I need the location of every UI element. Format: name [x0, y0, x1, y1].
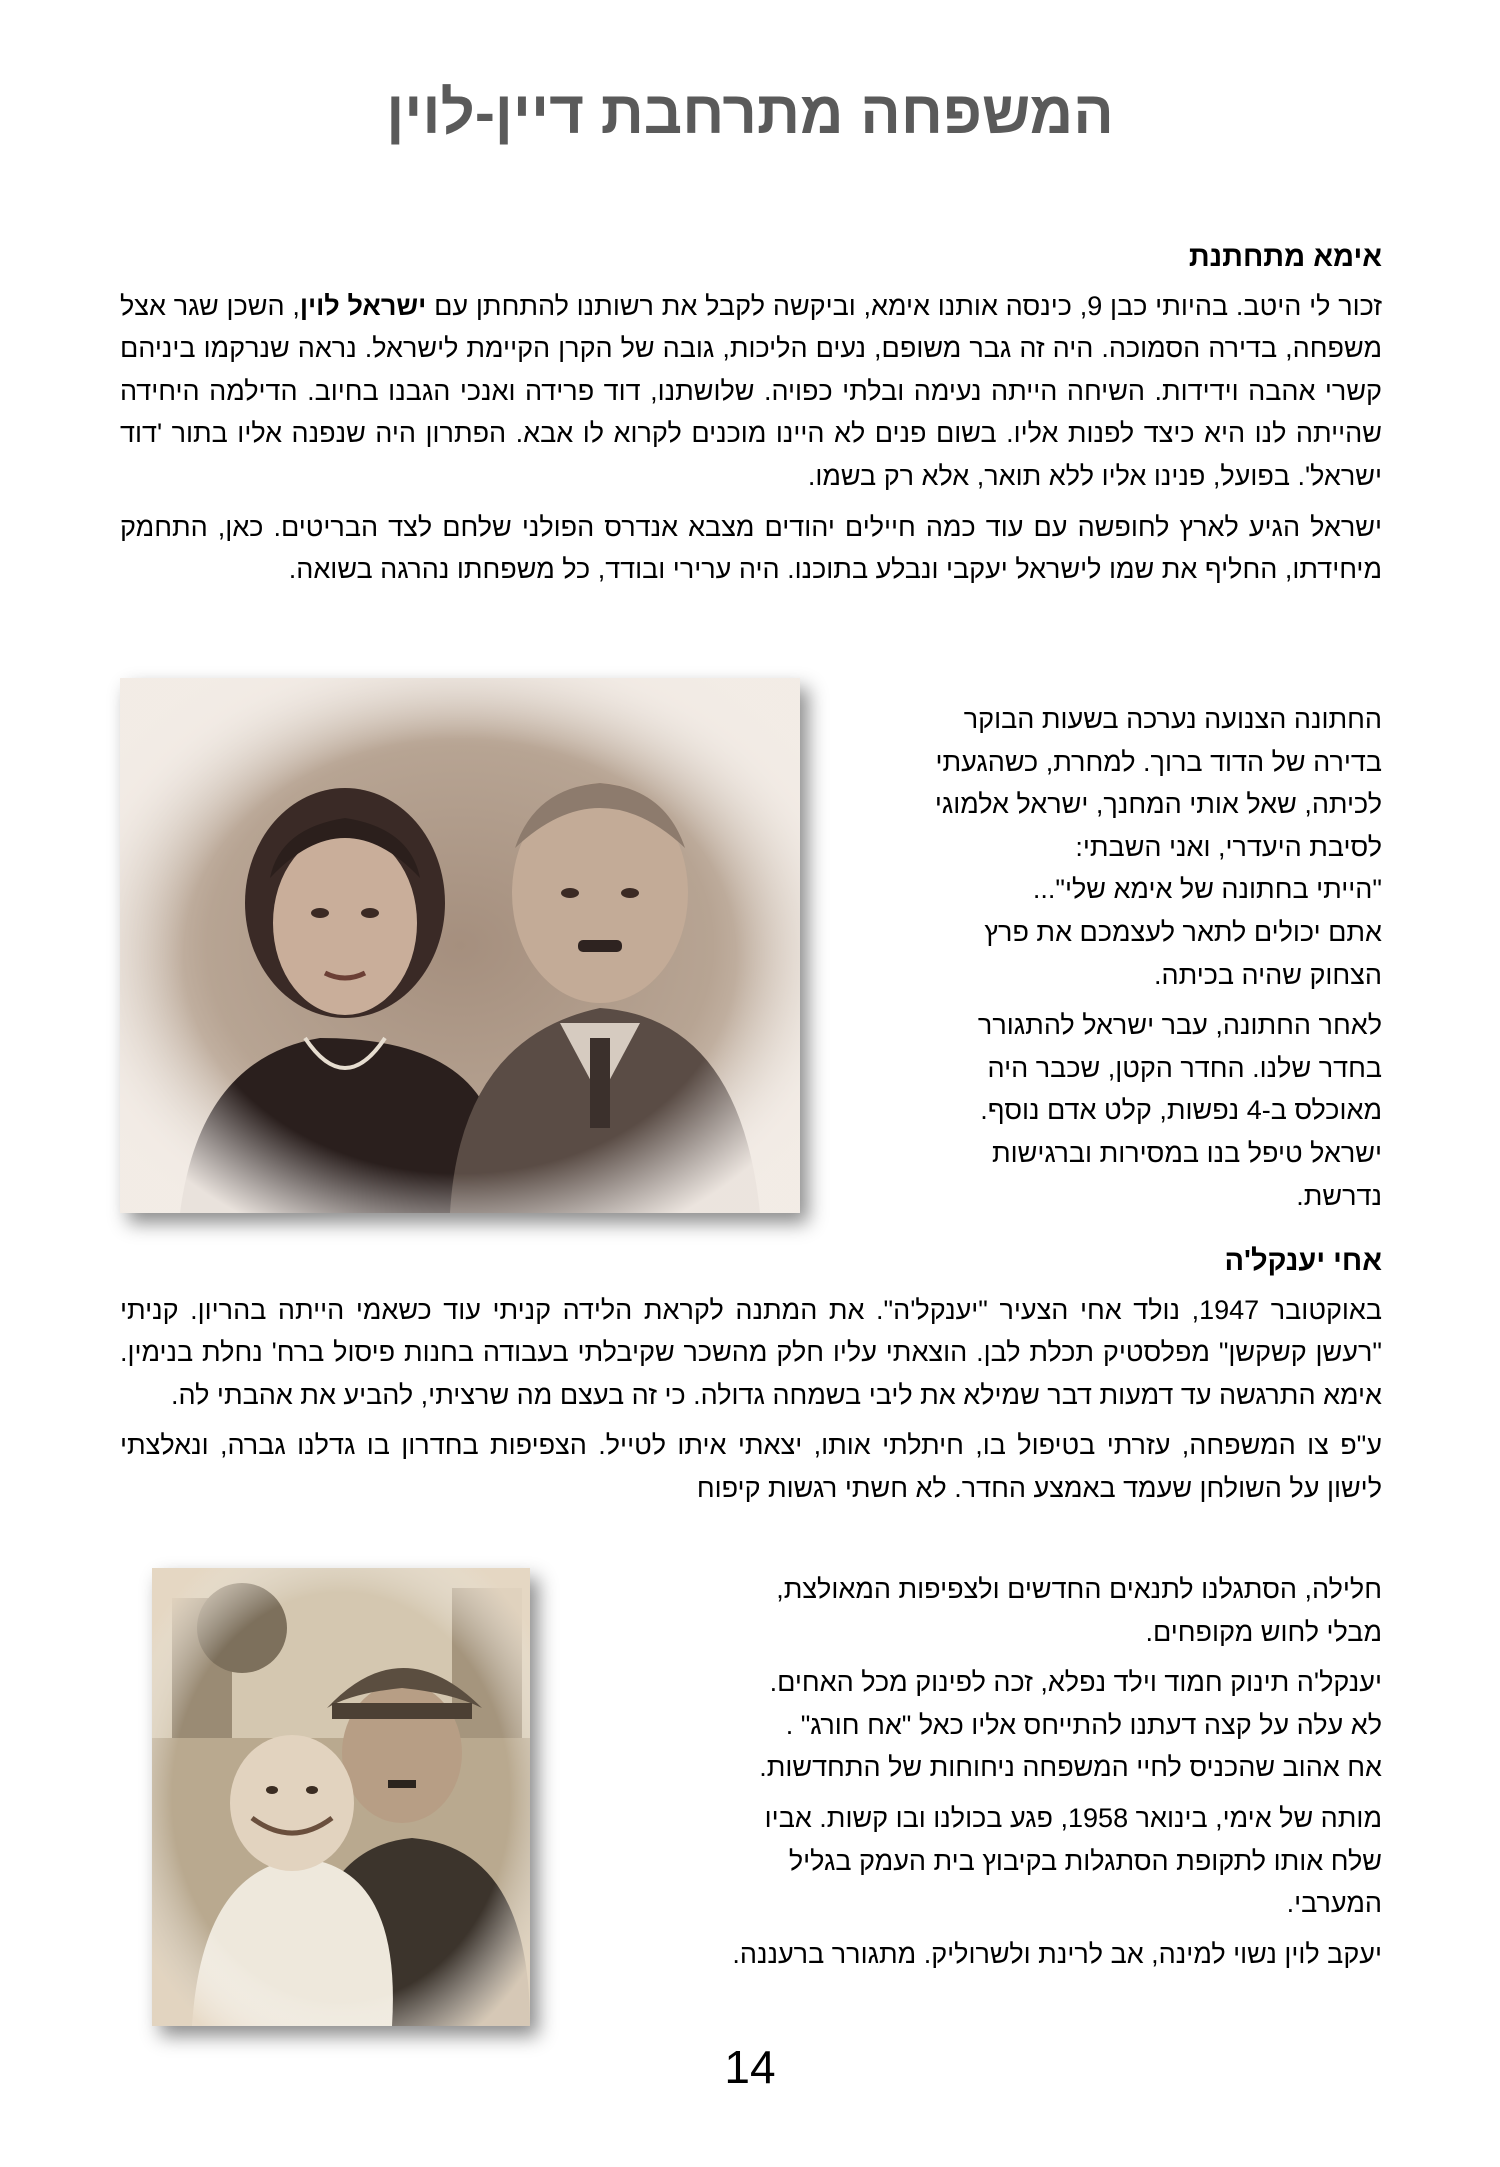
paragraph: באוקטובר 1947, נולד אחי הצעיר "יענקל'ה". את המתנה לקראת הלידה קניתי עוד כשאמי הייתה בהריון. קניתי "רעשן קשקשן" מפלסטיק תכלת לבן. הוצאתי עליו חלק מהשכר שקיבלתי בעבודה בחנות פיסול ברח' נחלת בנימין. אימא התרגשה עד דמעות דבר שמילא את ליבי בשמחה גדולה. כי זה בעצם מה שרציתי, להביע את אהבתי לה.: [120, 1294, 1382, 1410]
section-2-heading: אחי יענקל'ה: [1224, 1245, 1382, 1277]
section-1-column: [820, 698, 1382, 1225]
paragraph: יעקב לוין נשוי למינה, אב לרינת ולשרוליק. מתגורר ברעננה.: [732, 1938, 1382, 1969]
page-number: 14: [724, 2041, 776, 2093]
section-1-heading: אימא מתחתנת: [1188, 241, 1382, 273]
name-highlight: ישראל לוין: [299, 290, 427, 321]
paragraph: החתונה הצנועה נערכה בשעות הבוקר בדירה של הדוד ברוך. למחרת, כשהגעתי לכיתה, שאל אותי המחנך, ישראל אלמוגי לסיבת היעדרי, ואני השבתי: "הייתי בחתונה של אימא שלי"... אתם יכולים לתאר לעצמכם את פרץ הצחוק שהיה בכיתה.: [934, 704, 1382, 990]
paragraph: לאחר החתונה, עבר ישראל להתגורר בחדר שלנו. החדר הקטן, שכבר היה מאוכלס ב-4 נפשות, קלט אדם נוסף. ישראל טיפל בנו במסירות וברגישות נדרשת.: [977, 1010, 1382, 1211]
photo-baby: [152, 1568, 530, 2026]
paragraph: ישראל הגיע לארץ לחופשה עם עוד כמה חיילים יהודים מצבא אנדרס הפולני שלחם לצד הבריטים. כאן, התחמק מיחידתו, החליף את שמו לישראל יעקבי ונבלע בתוכנו. היה ערירי ובודד, כל משפחתו נהרגה בשואה.: [120, 511, 1382, 585]
section-2-column: [560, 1568, 1382, 1983]
page-title: המשפחה מתרחבת דיין-לוין: [386, 79, 1114, 146]
section-1-intro: [120, 236, 1382, 599]
paragraph: מותה של אימי, בינואר 1958, פגע בכולנו ובו קשות. אביו שלח אותו לתקופת הסתגלות בקיבוץ בית העמק בגליל המערבי.: [764, 1802, 1382, 1919]
paragraph: זכור לי היטב. בהיותי כבן 9, כינסה אותנו אימא, וביקשה לקבל את רשותנו להתחתן עם ישראל לוין, השכן שגר אצל משפחה, בדירה הסמוכה. היה זה גבר משופם, נעים הליכות, גובה של הקרן הקיימת לישראל. נראה שנרקמו ביניהם קשרי אהבה וידידות. השיחה הייתה נעימה ובלתי כפויה. שלושתנו, דוד פרידה ואנכי הגבנו בחיוב. הדילמה היחידה שהייתה לנו היא כיצד לפנות אליו. בשום פנים לא היינו מוכנים לקרוא לו אבא. הפתרון היה שנפנה אליו בתור 'דוד ישראל'. בפועל, פנינו אליו ללא תואר, אלא רק בשמו.: [120, 290, 1383, 491]
paragraph: יענקל'ה תינוק חמוד וילד נפלא, זכה לפינוק מכל האחים. לא עלה על קצה דעתנו להתייחס אליו כאל "אח חורג" . אח אהוב שהכניס לחיי המשפחה ניחוחות של התחדשות.: [759, 1667, 1382, 1783]
photo-couple: [120, 678, 800, 1213]
paragraph: חלילה, הסתגלנו לתנאים החדשים ולצפיפות המאולצת, מבלי לחוש מקופחים.: [776, 1574, 1382, 1647]
section-2-intro: [120, 1240, 1382, 1518]
paragraph: ע"פ צו המשפחה, עזרתי בטיפול בו, חיתלתי אותו, יצאתי איתו לטייל. הצפיפות בחדרון בו גדלנו גברה, ונאלצתי לישון על השולחן שעמד באמצע החדר. לא חשתי רגשות קיפוח: [120, 1430, 1382, 1503]
